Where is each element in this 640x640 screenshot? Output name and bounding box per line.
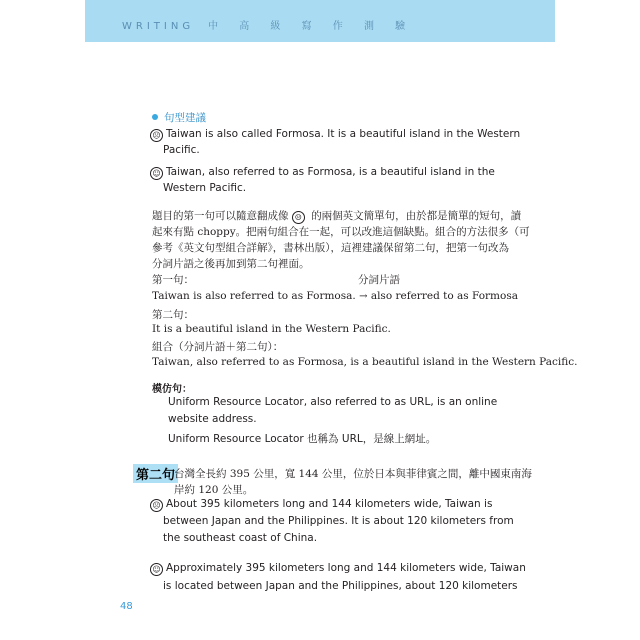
second-sentence-label: 第二句： xyxy=(152,309,194,321)
optA-line1: ☹ About 395 kilometers long and 144 kilometers wide, Taiwan is xyxy=(150,498,492,512)
imitation-label: 模仿句： xyxy=(152,384,192,395)
section-heading xyxy=(152,110,206,125)
optB-line2: is located between Japan and the Philippines, about 120 kilometers xyxy=(163,580,518,592)
zh-line1: 台灣全長約 395 公里，寬 144 公里，位於日本與菲律賓之間，離中國東南海 xyxy=(174,468,532,480)
second-sentence-badge: 第二句 xyxy=(133,464,178,483)
option2-line1: ☺ Taiwan, also referred to as Formosa, is a beautiful island in the xyxy=(150,166,495,180)
right-arrow-icon: → xyxy=(359,291,368,302)
option1-line1: ☹ Taiwan is also called Formosa. It is a beautiful island in the Western xyxy=(150,128,520,142)
explanation-line1: 題目的第一句可以隨意翻成像 ☹ 的兩個英文簡單句，由於都是簡單的短句，讀 xyxy=(152,210,522,222)
bullet-icon xyxy=(152,114,158,120)
frowning-face-icon: ☹ xyxy=(292,211,305,224)
imitation-line2: website address. xyxy=(168,413,257,425)
first-sentence-transform: Taiwan is also referred to as Formosa. → also referred to as Formosa xyxy=(152,290,518,302)
second-sentence: It is a beautiful island in the Western Pacific. xyxy=(152,323,391,335)
page-number: 48 xyxy=(120,601,133,612)
frowning-face-icon: ☹ xyxy=(150,129,163,142)
optA-line2: between Japan and the Philippines. It is about 120 kilometers from xyxy=(163,515,514,527)
first-sentence-label: 第一句： xyxy=(152,274,194,286)
running-header xyxy=(122,17,414,32)
imitation-line3: Uniform Resource Locator 也稱為 URL，是線上網址。 xyxy=(168,433,437,445)
smiling-face-icon: ☺ xyxy=(150,563,163,576)
optA-line3: the southeast coast of China. xyxy=(163,532,318,544)
combined-label: 組合（分詞片語＋第二句）： xyxy=(152,341,284,353)
section-title: 句型建議 xyxy=(164,112,206,124)
combined-sentence: Taiwan, also referred to as Formosa, is a beautiful island in the Western Pacific. xyxy=(152,356,578,368)
optB-line1: ☺ Approximately 395 kilometers long and 144 kilometers wide, Taiwan xyxy=(150,562,526,576)
header-brand: WRITING xyxy=(122,21,195,32)
option2-line2: Western Pacific. xyxy=(163,182,247,194)
smiling-face-icon: ☺ xyxy=(150,167,163,180)
imitation-line1: Uniform Resource Locator, also referred to as URL, is an online xyxy=(168,396,498,408)
zh-line2: 岸約 120 公里。 xyxy=(174,484,254,496)
option1-line2: Pacific. xyxy=(163,144,200,156)
explanation-line2: 起來有點 choppy。把兩句組合在一起，可以改進這個缺點。組合的方法很多（可 xyxy=(152,226,530,238)
participle-label: 分詞片語 xyxy=(358,274,400,286)
frowning-face-icon: ☹ xyxy=(150,499,163,512)
explanation-line4: 分詞片語之後再加到第二句裡面。 xyxy=(152,258,310,270)
explanation-line3: 參考《英文句型組合詳解》，書林出版），這裡建議保留第二句，把第一句改為 xyxy=(152,242,509,254)
header-title: 中 高 級 寫 作 測 驗 xyxy=(208,21,415,32)
